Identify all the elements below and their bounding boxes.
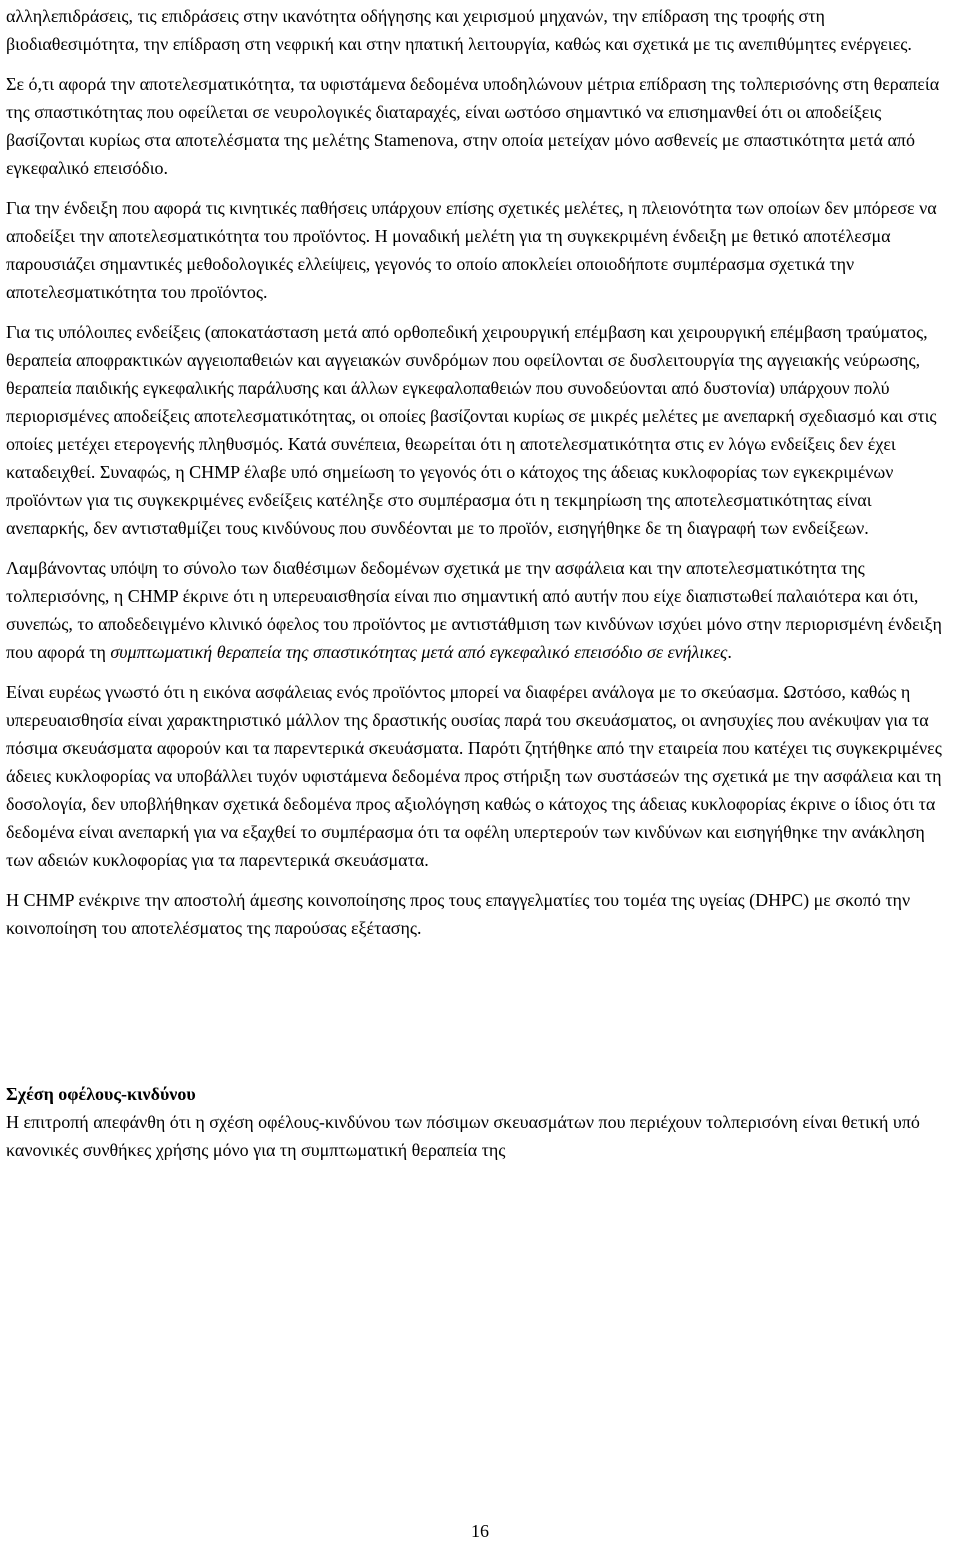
- paragraph-safety-text: Λαμβάνοντας υπόψη το σύνολο των διαθέσιμων δεδομένων σχετικά με την ασφάλεια και την αποτελεσματικότητα της τολπερισόνης, η CHMP έκρινε ότι η υπερευαισθησία είναι πιο σημαντική από αυτήν που είχε διαπιστωθεί παλαιότερα και ότι, συνεπώς, το αποδεδειγμένο κλινικό όφελος του προϊόντος με αντιστάθμιση των κινδύνων ισχύει μόνο στην περιορισμένη ένδειξη που αφορά τη: [6, 558, 942, 662]
- paragraph-interactions: αλληλεπιδράσεις, τις επιδράσεις στην ικανότητα οδήγησης και χειρισμού μηχανών, την επίδραση της τροφής στη βιοδιαθεσιμότητα, την επίδραση στη νεφρική και στην ηπατική λειτουργία, καθώς και σχετικά με τις ανεπιθύμητες ενέργειες.: [6, 6, 912, 54]
- paragraph-dhpc: Η CHMP ενέκρινε την αποστολή άμεσης κοινοποίησης προς τους επαγγελματίες του τομέα της υγείας (DHPC) με σκοπό την κοινοποίηση του αποτελέσματος της παρούσας εξέτασης.: [6, 890, 911, 938]
- paragraph-formulations: Είναι ευρέως γνωστό ότι η εικόνα ασφάλειας ενός προϊόντος μπορεί να διαφέρει ανάλογα με το σκεύασμα. Ωστόσο, καθώς η υπερευαισθησία είναι χαρακτηριστικό μάλλον της δραστικής ουσίας παρά του σκευάσματος, οι ανησυχίες που ανέκυψαν για τα πόσιμα σκευάσματα αφορούν και τα παρεντερικά σκευάσματα. Παρότι ζητήθηκε από την εταιρεία που κατέχει τις συγκεκριμένες άδειες κυκλοφορίας να υποβάλλει τυχόν υφιστάμενα δεδομένα προς στήριξη των συστάσεών της σχετικά με την ασφάλεια και τη δοσολογία, δεν υποβλήθηκαν σχετικά δεδομένα προς αξιολόγηση καθώς ο κάτοχος της άδειας κυκλοφορίας έκρινε ο ίδιος ότι τα δεδομένα είναι ανεπαρκή για να εξαχθεί το συμπέρασμα ότι τα οφέλη υπερτερούν των κινδύνων και εισηγήθηκε την ανάκληση των αδειών κυκλοφορίας για τα παρεντερικά σκευάσματα.: [6, 682, 942, 870]
- page-number: 16: [471, 1521, 489, 1541]
- paragraph-efficacy: Σε ό,τι αφορά την αποτελεσματικότητα, τα υφιστάμενα δεδομένα υποδηλώνουν μέτρια επίδραση της τολπερισόνης στη θεραπεία της σπαστικότητας που οφείλεται σε νευρολογικές διαταραχές, είναι ωστόσο σημαντικό να επισημανθεί ότι οι αποδείξεις βασίζονται κυρίως στα αποτελέσματα της μελέτης Stamenova, στην οποία μετείχαν μόνο ασθενείς με σπαστικότητα μετά από εγκεφαλικό επεισόδιο.: [6, 74, 940, 178]
- section-heading-benefit-risk: Σχέση οφέλους-κινδύνου: [6, 1084, 196, 1104]
- paragraph-benefit-risk: Η επιτροπή απεφάνθη ότι η σχέση οφέλους-κινδύνου των πόσιμων σκευασμάτων που περιέχουν τολπερισόνη είναι θετική υπό κανονικές συνθήκες χρήσης μόνο για τη συμπτωματική θεραπεία της: [6, 1112, 920, 1160]
- paragraph-safety-conclusion: [6, 554, 956, 666]
- restricted-indication-text: συμπτωματική θεραπεία της σπαστικότητας μετά από εγκεφαλικό επεισόδιο σε ενήλικες: [110, 642, 728, 662]
- document-page: [6, 2, 956, 1176]
- paragraph-movement-disorders: Για την ένδειξη που αφορά τις κινητικές παθήσεις υπάρχουν επίσης σχετικές μελέτες, η πλειονότητα των οποίων δεν μπόρεσε να αποδείξει την αποτελεσματικότητα του προϊόντος. Η μοναδική μελέτη για τη συγκεκριμένη ένδειξη με θετικό αποτέλεσμα παρουσιάζει σημαντικές μεθοδολογικές ελλείψεις, γεγονός το οποίο αποκλείει οποιοδήποτε συμπέρασμα σχετικά την αποτελεσματικότητα του προϊόντος.: [6, 198, 937, 302]
- paragraph-safety-end: .: [727, 642, 732, 662]
- section-spacer: [6, 954, 956, 1080]
- paragraph-other-indications: Για τις υπόλοιπες ενδείξεις (αποκατάσταση μετά από ορθοπεδική χειρουργική επέμβαση και χειρουργική επέμβαση τραύματος, θεραπεία αποφρακτικών αγγειοπαθειών και αγγειακών συνδρόμων που οφείλονται σε δυσλειτουργία της αγγειακής νεύρωσης, θεραπεία παιδικής εγκεφαλικής παράλυσης και άλλων εγκεφαλοπαθειών που συνοδεύονται από δυστονία) υπάρχουν πολύ περιορισμένες αποδείξεις αποτελεσματικότητας, οι οποίες βασίζονται κυρίως σε μικρές μελέτες με ανεπαρκή σχεδιασμό και στις οποίες μετέχει ετερογενής πληθυσμός. Κατά συνέπεια, θεωρείται ότι η αποτελεσματικότητα στις εν λόγω ενδείξεις δεν έχει καταδειχθεί. Συναφώς, η CHMP έλαβε υπό σημείωση το γεγονός ότι ο κάτοχος της άδειας κυκλοφορίας των εγκεκριμένων προϊόντων για τις συγκεκριμένες ενδείξεις κατέληξε στο συμπέρασμα ότι η τεκμηρίωση της αποτελεσματικότητας είναι ανεπαρκής, δεν αντισταθμίζει τους κινδύνους που συνδέονται με το προϊόν, εισηγήθηκε δε τη διαγραφή των ενδείξεων.: [6, 322, 937, 538]
